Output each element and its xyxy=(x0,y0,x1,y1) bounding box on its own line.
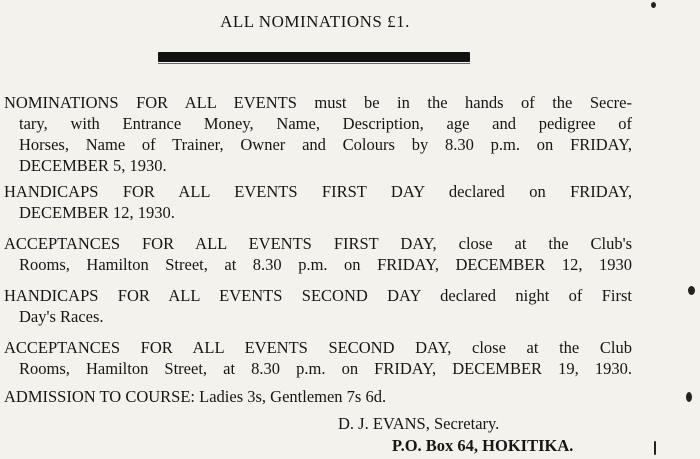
acceptances-first-day-paragraph xyxy=(4,233,632,275)
text-line: tary, with Entrance Money, Name, Description, age and pedigree of xyxy=(19,114,632,133)
ink-speck xyxy=(688,286,695,295)
nominations-paragraph xyxy=(4,92,632,176)
text-line: Rooms, Hamilton Street, at 8.30 p.m. on FRIDAY, DECEMBER 19, 1930. xyxy=(19,359,632,378)
ink-speck xyxy=(651,2,656,8)
acceptances-second-day-paragraph xyxy=(4,337,632,379)
notice-heading: ALL NOMINATIONS £1. xyxy=(220,12,410,31)
text-line: Day's Races. xyxy=(19,307,104,326)
handicaps-second-day-paragraph xyxy=(4,285,632,327)
text-line: Horses, Name of Trainer, Owner and Colours by 8.30 p.m. on FRIDAY, xyxy=(19,135,632,154)
heading-rule-shadow xyxy=(158,63,470,64)
text-line: DECEMBER 12, 1930. xyxy=(19,203,175,222)
text-line: NOMINATIONS FOR ALL EVENTS must be in the hands of the Secre- xyxy=(4,93,632,112)
text-line: HANDICAPS FOR ALL EVENTS SECOND DAY declared night of First xyxy=(4,286,632,305)
text-line: ACCEPTANCES FOR ALL EVENTS SECOND DAY, close at the Club xyxy=(4,338,632,357)
text-line: DECEMBER 5, 1930. xyxy=(19,156,167,175)
secretary-name: D. J. EVANS, Secretary. xyxy=(338,414,500,433)
heading-rule xyxy=(158,52,470,62)
text-line: ACCEPTANCES FOR ALL EVENTS FIRST DAY, close at the Club's xyxy=(4,234,632,253)
handicaps-first-day-paragraph xyxy=(4,181,632,223)
ink-speck xyxy=(686,392,692,402)
text-line: ADMISSION TO COURSE: Ladies 3s, Gentlemen 7s 6d. xyxy=(4,387,387,406)
text-line: HANDICAPS FOR ALL EVENTS FIRST DAY declared on FRIDAY, xyxy=(4,182,632,201)
ink-speck xyxy=(654,441,656,455)
admission-paragraph xyxy=(4,386,632,407)
text-line: Rooms, Hamilton Street, at 8.30 p.m. on FRIDAY, DECEMBER 12, 1930 xyxy=(19,255,632,274)
secretary-address: P.O. Box 64, HOKITIKA. xyxy=(392,436,574,455)
